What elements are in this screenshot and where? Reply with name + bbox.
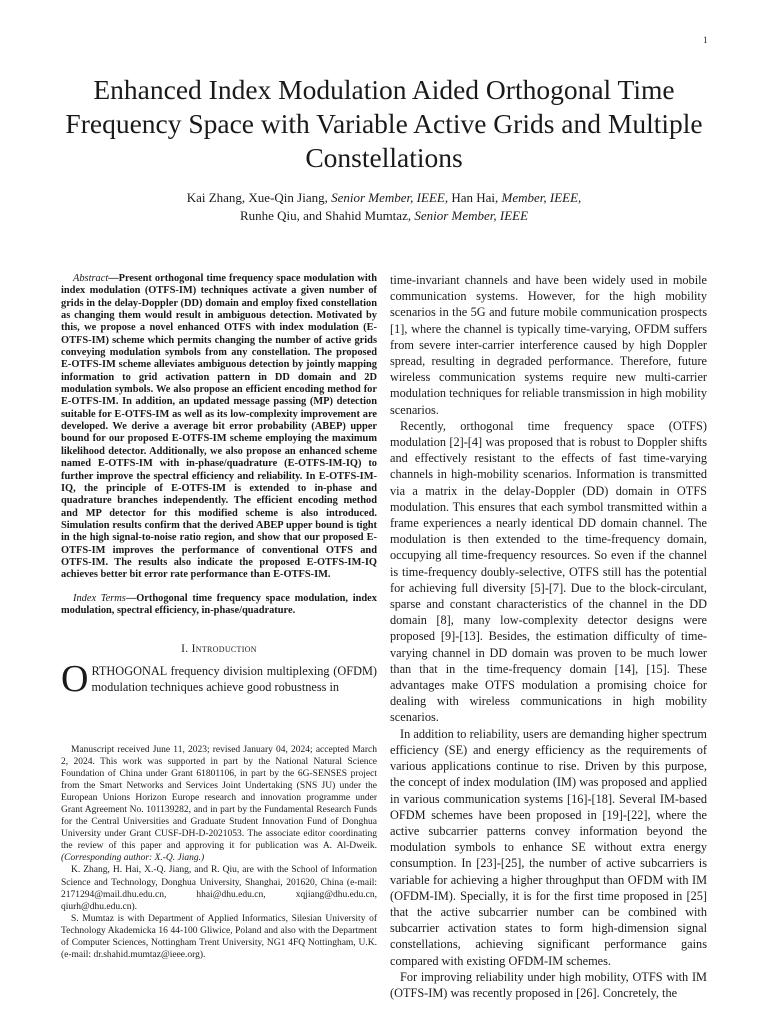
footnotes: [61, 744, 377, 961]
index-terms-text: —Orthogonal time frequency space modulation, index modulation, spectral efficiency, in-phase/quadrature.: [61, 592, 377, 616]
section-heading-introduction: I. Introduction: [181, 643, 257, 656]
author-role: Senior Member, IEEE,: [331, 190, 449, 205]
paper-title: Enhanced Index Modulation Aided Orthogonal Time Frequency Space with Variable Active Grids and Multiple Constellations: [65, 74, 703, 173]
drop-cap: O: [61, 658, 89, 701]
abstract-text: —Present orthogonal time frequency space modulation with index modulation (OTFS-IM) techniques activate a given number of grids in the delay-Doppler (DD) domain and employ fixed constellation as changing them would result in ambiguous detection. Motivated by this, we propose a novel enhanced OTFS with index modulation (E-OTFS-IM) scheme which permits changing the number of active grids conveying modulation symbols from any constellation. The proposed E-OTFS-IM scheme alleviates ambiguous detection by jointly mapping information to grid activation pattern in DD domain and 2D modulation symbols. We also propose an efficient encoding method for E-OTFS-IM. In addition, an updated message passing (MP) detection suitable for E-OTFS-IM as well as its low-complexity improvement are developed. We derive a average bit error probability (ABEP) upper bound for our proposed E-OTFS-IM scheme employing the maximum likelihood detector. Additionally, we also propose an enhanced scheme named E-OTFS-IM with in-phase/quadrature (E-OTFS-IM-IQ) to further improve the spectral efficiency and reliability. In E-OTFS-IM-IQ, the principle of E-OTFS-IM is extended to in-phase and quadrature branches independently. The efficient encoding method and MP detector for this modified scheme is also introduced. Simulation results confirm that the derived ABEP upper bound is tight in the high signal-to-noise ratio region, and show that our proposed E-OTFS-IM improves the performance of conventional OTFS and OTFS-IM. The results also indicate the proposed E-OTFS-IM-IQ achieves better bit error rate performance than E-OTFS-IM.: [61, 273, 377, 581]
right-column: [390, 272, 707, 1001]
left-column: [61, 273, 377, 701]
corresponding-author: (Corresponding author: X.-Q. Jiang.): [61, 853, 205, 864]
footnote-manuscript: [61, 744, 377, 864]
abstract-label: Abstract: [73, 273, 109, 284]
footnote-affiliation-donghua: K. Zhang, H. Hai, X.-Q. Jiang, and R. Qiu, are with the School of Information Science and Technology, Donghua University, Shanghai, 201620, China (e-mail: 2171294@mail.dhu.edu.cn, hhai@dhu.edu.cn, xqjiang@dhu.edu.cn, qiurh@dhu.edu.cn).: [61, 865, 377, 912]
body-paragraph: In addition to reliability, users are demanding higher spectrum efficiency (SE) and energy efficiency as the requirements of various applications continue to rise. Driven by this purpose, the concept of index modulation (IM) was proposed and applied in various communication systems [16]-[18]. Several IM-based OFDM schemes have been proposed in [19]-[22], where the active subcarrier patterns convey information beyond the modulation symbols to enhance SE without extra energy consumption. In [23]-[25], the number of active subcarriers is variable for achieving a higher throughput than OFDM with IM (OFDM-IM). Specially, it is for the first time proposed in [25] that the active subcarrier number can be combined with subcarrier activation states to form high-dimension signal constellations, achieving significant performance gains compared with existing OFDM-IM schemes.: [390, 726, 707, 968]
author-names: Kai Zhang, Xue-Qin Jiang,: [186, 190, 332, 205]
intro-text: RTHOGONAL frequency division multiplexing (OFDM) modulation techniques achieve good robustness in: [91, 664, 377, 695]
page-number: 1: [703, 35, 708, 45]
intro-paragraph: [61, 658, 377, 701]
author-role: Member, IEEE,: [501, 190, 582, 205]
abstract: [61, 273, 377, 582]
body-paragraph: Recently, orthogonal time frequency space (OTFS) modulation [2]-[4] was proposed that is robust to Doppler shifts and effectively resistant to the effects of fast time-varying channels in high-mobility scenarios. Information is transmitted via a matrix in the delay-Doppler (DD) domain in OTFS modulation. This ensures that each symbol transmitted within a frame experiences a nearly identical DD domain channel. The modulation is then extended to the time-frequency domain, occupying all time-frequency resources. So even if the channel is time-frequency doubly-selective, OTFS still has the potential for achieving full diversity [5]-[7]. Due to the block-circulant, sparse and constant characteristics of the channel in the DD domain [8], many low-complexity detector designs were proposed [9]-[13]. Besides, the estimation difficulty of time-varying channel in DD domain was proven to be much lower than that in the time-frequency domain [14], [15]. These advantages make OTFS modulation a promising choice for dealing with wireless communications in high mobility scenarios.: [390, 418, 707, 725]
index-terms-label: Index Terms: [73, 592, 126, 604]
author-line-2: [40, 207, 728, 225]
index-terms: [61, 593, 377, 618]
author-line-1: [40, 189, 728, 207]
footnote-affiliation-mumtaz: S. Mumtaz is with Department of Applied Informatics, Silesian University of Technology Akademicka 16 44-100 Gliwice, Poland and also with the Department of Computer Sciences, Nottingham Trent University, NG1 4FQ Nottingham, U.K.(e-mail: dr.shahid.mumtaz@ieee.org).: [61, 913, 377, 960]
body-paragraph: time-invariant channels and have been widely used in mobile communication systems. However, for the high mobility scenarios in the 5G and future mobile communication prospects [1], where the channel is typically time-varying, OFDM suffers from severe inter-carrier interference caused by high Doppler spread, resulting in degraded performance. Therefore, future wireless communication systems require new multi-carrier modulation techniques for reliable transmission in high mobility scenarios.: [390, 273, 707, 417]
author-names: Runhe Qiu, and Shahid Mumtaz,: [239, 208, 415, 223]
body-paragraph: For improving reliability under high mobility, OTFS with IM (OTFS-IM) was recently proposed in [26]. Concretely, the: [390, 969, 707, 1000]
footnote-text: Manuscript received June 11, 2023; revised January 04, 2024; accepted March 2, 2024. This work was supported in part by the National Natural Science Foundation of China under Grant 61801106, in part by the 6G-SENSES project from the Smart Networks and Services Joint Undertaking (SNS JU) under the European Unions Horizon Europe research and innovation programme under Grant Agreement No. 101139282, and in part by the Fundamental Research Funds for the Central Universities and Graduate Student Innovation Fund of Donghua University under Grant CUSF-DH-D-2021053. The associate editor coordinating the review of this paper and approving it for publication was A. Al-Dweik.: [61, 745, 377, 852]
author-list: [40, 189, 728, 225]
author-names: Han Hai,: [448, 190, 502, 205]
author-role: Senior Member, IEEE: [414, 208, 529, 223]
